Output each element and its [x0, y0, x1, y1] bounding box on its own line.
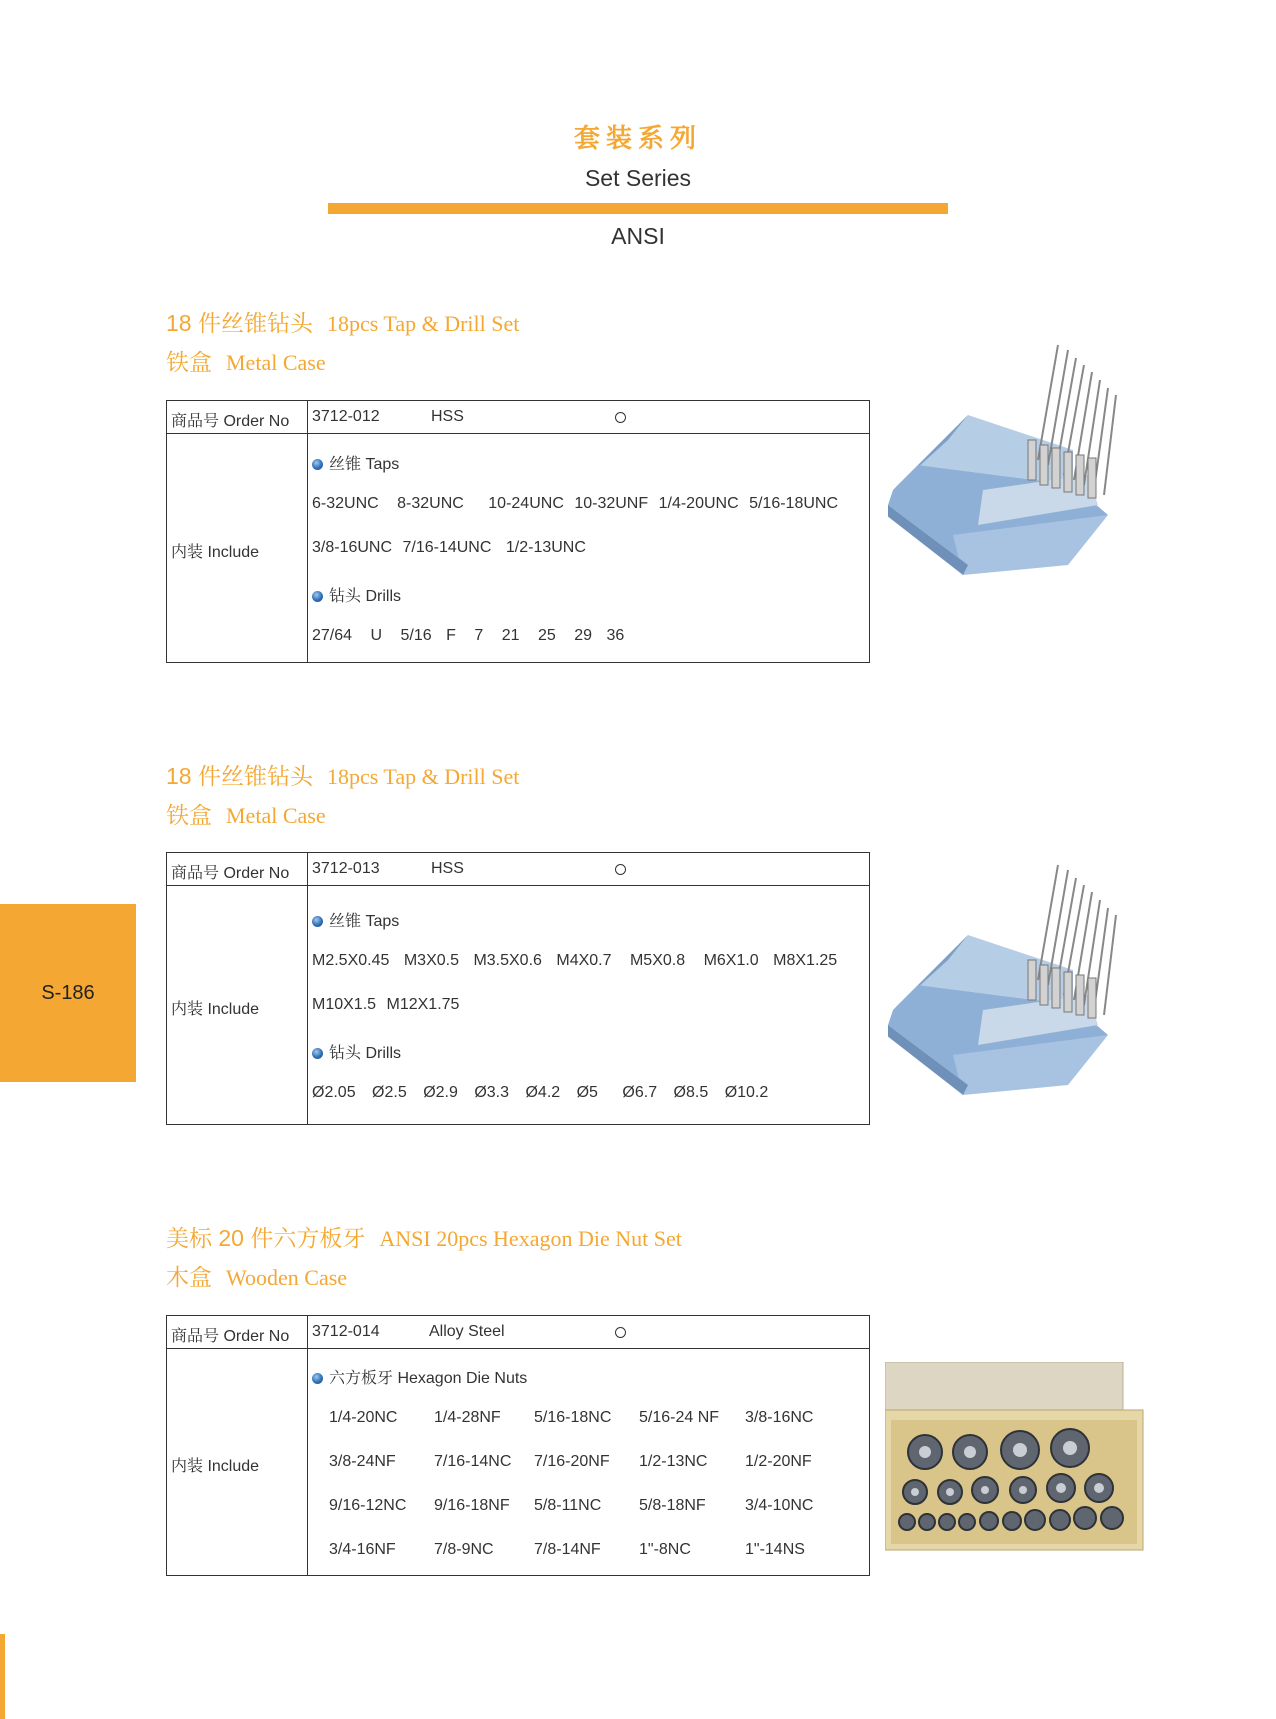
- table-cell: 5/16-24 NF: [639, 1409, 720, 1426]
- item: 6-32UNC: [312, 495, 379, 512]
- table-cell: 1/2-20NF: [745, 1453, 812, 1470]
- table-cell: 1/4-20NC: [329, 1409, 398, 1426]
- section-title: [166, 758, 519, 791]
- item: M4X0.7: [556, 952, 612, 969]
- item: U: [370, 627, 383, 644]
- group-heading: [312, 1365, 527, 1388]
- circle-mark-icon: [615, 412, 626, 423]
- item: 27/64: [312, 627, 353, 644]
- bullet-icon: [312, 459, 323, 470]
- page-title-cn: 套装系列: [573, 124, 702, 154]
- item-row: [312, 539, 586, 557]
- item-row: [312, 627, 624, 645]
- label-column: [167, 853, 308, 1124]
- order-no-value: 3712-012: [312, 408, 380, 425]
- order-no-label: 商品号 Order No: [171, 1328, 290, 1345]
- case-en: Wooden Case: [226, 1265, 348, 1290]
- item: 8-32UNC: [397, 495, 464, 512]
- item: 36: [606, 627, 625, 644]
- metal-case-tool-set-image: [888, 340, 1138, 585]
- group-heading: [312, 583, 401, 606]
- include-label: 内装 Include: [171, 544, 260, 561]
- include-label: 内装 Include: [171, 1001, 260, 1018]
- item: 7/16-14UNC: [402, 539, 492, 556]
- item: M5X0.8: [629, 952, 686, 969]
- item: 21: [501, 627, 520, 644]
- spec-table: [166, 852, 870, 1125]
- item: 7: [474, 627, 484, 644]
- item-row: [312, 952, 837, 970]
- item-row: [312, 996, 459, 1014]
- include-label: 内装 Include: [171, 1458, 260, 1475]
- item: F: [446, 627, 456, 644]
- table-cell: 3/4-10NC: [745, 1497, 814, 1514]
- material-value: Alloy Steel: [429, 1323, 505, 1340]
- bullet-icon: [312, 1048, 323, 1059]
- section-title-cn: 美标 20 件六方板牙: [166, 1225, 366, 1251]
- table-cell: 3/8-24NF: [329, 1453, 396, 1470]
- item: M2.5X0.45: [312, 952, 390, 969]
- table-cell: 5/8-18NF: [639, 1497, 706, 1514]
- table-cell: 5/16-18NC: [534, 1409, 612, 1426]
- order-no-value: 3712-014: [312, 1323, 380, 1340]
- page-code: S-186: [41, 982, 95, 1004]
- section-title: [166, 1220, 682, 1253]
- label-column: [167, 401, 308, 662]
- section-case: [166, 797, 326, 830]
- table-cell: 9/16-12NC: [329, 1497, 407, 1514]
- item: Ø4.2: [525, 1084, 561, 1101]
- table-cell: 9/16-18NF: [434, 1497, 510, 1514]
- item: Ø5: [576, 1084, 598, 1101]
- item: M8X1.25: [773, 952, 838, 969]
- case-cn: 木盒: [166, 1264, 212, 1290]
- bullet-icon: [312, 591, 323, 602]
- item: 1/4-20UNC: [658, 495, 739, 512]
- table-cell: 1"-14NS: [745, 1541, 805, 1558]
- item: M3X0.5: [403, 952, 459, 969]
- item: Ø3.3: [474, 1084, 510, 1101]
- item: 10-32UNF: [574, 495, 649, 512]
- section-case: [166, 1259, 347, 1292]
- table-cell: 1"-8NC: [639, 1541, 691, 1558]
- item: Ø6.7: [622, 1084, 658, 1101]
- taps-label: 丝锥 Taps: [329, 913, 400, 930]
- case-cn: 铁盒: [166, 802, 212, 828]
- bullet-icon: [312, 916, 323, 927]
- standard-label: ANSI: [611, 223, 665, 249]
- bullet-icon: [312, 1373, 323, 1384]
- table-cell: 3/4-16NF: [329, 1541, 396, 1558]
- wooden-case-die-nut-set-image: [885, 1362, 1145, 1552]
- circle-mark-icon: [615, 1327, 626, 1338]
- item: 5/16-18UNC: [749, 495, 839, 512]
- material-value: HSS: [431, 408, 464, 425]
- table-cell: 1/2-13NC: [639, 1453, 708, 1470]
- group-heading: [312, 1040, 401, 1063]
- item: Ø2.05: [312, 1084, 356, 1101]
- item-row: [312, 495, 838, 513]
- case-cn: 铁盒: [166, 349, 212, 375]
- table-cell: 5/8-11NC: [534, 1497, 602, 1514]
- case-en: Metal Case: [226, 803, 326, 828]
- table-cell: 7/8-9NC: [434, 1541, 494, 1558]
- section-title-en: 18pcs Tap & Drill Set: [326, 311, 520, 336]
- section-title-cn: 18 件丝锥钻头: [166, 310, 313, 336]
- item: Ø10.2: [724, 1084, 769, 1101]
- table-cell: 7/16-14NC: [434, 1453, 512, 1470]
- item: 25: [537, 627, 556, 644]
- section-case: [166, 344, 326, 377]
- material-value: HSS: [431, 860, 464, 877]
- group-heading: [312, 451, 399, 474]
- item: M12X1.75: [386, 996, 460, 1013]
- table-cell: 1/4-28NF: [434, 1409, 501, 1426]
- item: 10-24UNC: [488, 495, 564, 512]
- table-cell: 3/8-16NC: [745, 1409, 814, 1426]
- page-title-en: Set Series: [584, 165, 692, 191]
- spec-table: [166, 400, 870, 663]
- die-nuts-label: 六方板牙 Hexagon Die Nuts: [329, 1370, 528, 1387]
- order-no-label: 商品号 Order No: [171, 413, 290, 430]
- label-column: [167, 1316, 308, 1575]
- item: Ø2.9: [423, 1084, 458, 1101]
- item: M10X1.5: [312, 996, 377, 1013]
- item-row: [312, 1084, 768, 1102]
- drills-label: 钻头 Drills: [329, 588, 401, 605]
- item: 29: [574, 627, 592, 644]
- group-heading: [312, 908, 399, 931]
- spec-table: [166, 1315, 870, 1576]
- section-title-en: ANSI 20pcs Hexagon Die Nut Set: [379, 1226, 682, 1251]
- metal-case-tool-set-image: [888, 860, 1138, 1105]
- title-underline: [328, 203, 948, 214]
- case-en: Metal Case: [226, 350, 326, 375]
- item: 1/2-13UNC: [505, 539, 586, 556]
- page-tab: [0, 904, 136, 1082]
- section-title-en: 18pcs Tap & Drill Set: [326, 764, 520, 789]
- item: Ø8.5: [673, 1084, 709, 1101]
- section-title-cn: 18 件丝锥钻头: [166, 763, 313, 789]
- order-no-value: 3712-013: [312, 860, 380, 877]
- order-no-label: 商品号 Order No: [171, 865, 290, 882]
- drills-label: 钻头 Drills: [329, 1045, 401, 1062]
- table-cell: 7/16-20NF: [534, 1453, 610, 1470]
- item: Ø2.5: [372, 1084, 407, 1101]
- edge-accent: [0, 1634, 5, 1719]
- taps-label: 丝锥 Taps: [329, 456, 400, 473]
- item: 5/16: [400, 627, 432, 644]
- item: M6X1.0: [703, 952, 759, 969]
- circle-mark-icon: [615, 864, 626, 875]
- table-cell: 7/8-14NF: [534, 1541, 601, 1558]
- item: 3/8-16UNC: [312, 539, 393, 556]
- section-title: [166, 305, 519, 338]
- item: M3.5X0.6: [473, 952, 542, 969]
